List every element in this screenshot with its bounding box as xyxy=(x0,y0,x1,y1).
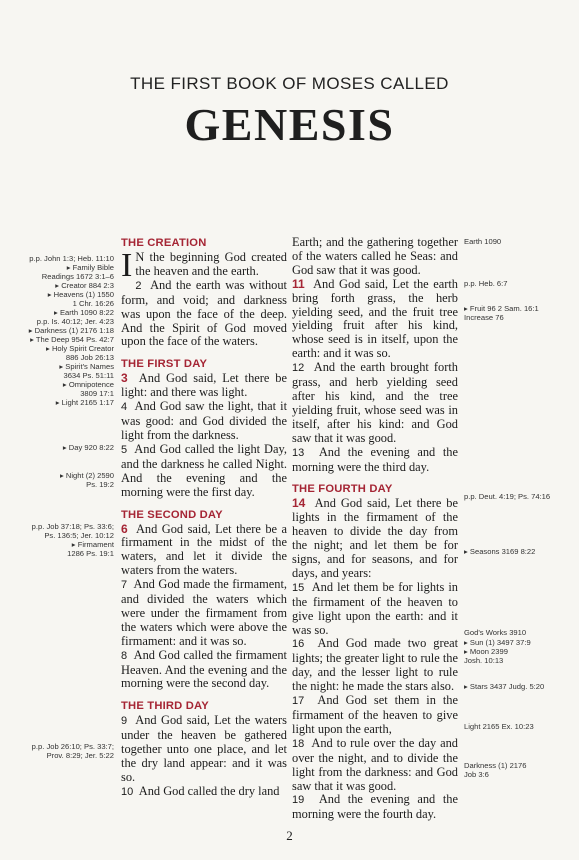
ref-left-26: Prov. 8:29; Jer. 5:22 xyxy=(46,751,114,760)
ref-left-18: ▸ Day 920 8:22 xyxy=(62,443,114,452)
verse-6-text: And God said, Let there be a firmament in the midst of the waters, and let it divide the waters from the waters. xyxy=(121,521,287,578)
verse-14 xyxy=(292,497,458,580)
verse-16 xyxy=(292,637,458,694)
page-number: 2 xyxy=(286,828,293,843)
verse-2-text: And the earth was without form, and void; and darkness was upon the face of the deep. And the Spirit of God moved upon the face of the waters. xyxy=(121,277,288,349)
verse-number: 4 xyxy=(121,401,128,414)
verse-2 xyxy=(121,279,287,350)
verse-number: 3 xyxy=(121,371,128,386)
heading-creation: THE CREATION xyxy=(121,237,207,249)
verse-number: 14 xyxy=(292,496,306,511)
verse-15 xyxy=(292,581,458,638)
ref-left-3: Readings 1672 3:1–6 xyxy=(41,272,114,281)
ref-right-2: p.p. Heb. 6:7 xyxy=(464,279,508,288)
ref-left-8: p.p. Is. 40:12; Jer. 4:23 xyxy=(36,317,114,326)
verse-14-text: And God said, Let there be lights in the firmament of the heaven to divide the day from the night; and let them be for signs, and for seasons, and for days, and years: xyxy=(292,496,458,580)
ref-right-10: Josh. 10:13 xyxy=(464,656,504,665)
ref-left-9: ▸ Darkness (1) 2176 1:18 xyxy=(28,326,114,335)
ref-right-7: God's Works 3910 xyxy=(464,628,527,637)
verse-number: 13 xyxy=(292,446,305,459)
verse-number: 11 xyxy=(292,276,305,291)
verse-13-text: And the evening and the morning were the third day. xyxy=(292,444,459,474)
verse-12 xyxy=(292,361,458,445)
text-column-left xyxy=(121,236,287,800)
verse-4-text: And God saw the light, that it was good: and God divided the light from the darkness. xyxy=(121,399,288,442)
verse-number: 7 xyxy=(121,579,128,592)
text-column-right xyxy=(292,236,458,822)
ref-right-14: Job 3:6 xyxy=(464,770,489,779)
ref-left-21: p.p. Job 37:18; Ps. 33:6; xyxy=(31,522,114,531)
verse-9 xyxy=(121,714,287,785)
verse-7-text: And God made the firmament, and divided the waters which were under the firmament from the waters which were above the firmament: and it was so. xyxy=(121,577,287,648)
verse-5-text: And God called the light Day, and the darkness he called Night. And the evening and the morning were the first day. xyxy=(121,441,287,499)
ref-left-10: ▸ The Deep 954 Ps. 42:7 xyxy=(30,335,114,344)
verse-18 xyxy=(292,737,458,794)
verse-19-text: And the evening and the morning were the fourth day. xyxy=(292,792,459,822)
verse-number: 19 xyxy=(292,794,305,807)
verse-17-text: And God set them in the firmament of the heaven to give light upon the earth, xyxy=(292,693,458,736)
verse-8-text: And God called the firmament Heaven. And the evening and the morning were the second day. xyxy=(121,647,287,691)
heading-second-day: THE SECOND DAY xyxy=(121,508,223,521)
ref-left-6: 1 Chr. 16:26 xyxy=(72,299,114,308)
heading-third-day: THE THIRD DAY xyxy=(121,700,209,713)
ref-left-5: ▸ Heavens (1) 1550 xyxy=(47,290,114,299)
verse-5 xyxy=(121,443,287,500)
ref-left-22: Ps. 136:5; Jer. 10:12 xyxy=(44,531,114,540)
ref-right-11: ▸ Stars 3437 Judg. 5:20 xyxy=(464,682,545,691)
verse-12-text: And the earth brought forth grass, and herb yielding seed after his kind, and the tree yielding fruit, whose seed was in itself, after his kind: and God saw that it was good. xyxy=(292,360,459,445)
verse-13 xyxy=(292,446,458,475)
ref-right-12: Light 2165 Ex. 10:23 xyxy=(464,722,534,731)
verse-number: 9 xyxy=(121,715,128,728)
verse-number: 15 xyxy=(292,581,305,594)
ref-left-24: 1286 Ps. 19:1 xyxy=(67,549,114,558)
ref-left-23: ▸ Firmament xyxy=(71,540,114,549)
ref-left-20: Ps. 19:2 xyxy=(86,480,114,489)
verse-10-text: And God called the dry land xyxy=(138,783,280,798)
ref-left-19: ▸ Night (2) 2590 xyxy=(59,471,114,480)
ref-left-16: 3809 17:1 xyxy=(80,389,114,398)
ref-left-1: p.p. John 1:3; Heb. 11:10 xyxy=(29,254,114,263)
verse-19 xyxy=(292,793,458,822)
book-title: GENESIS xyxy=(184,99,395,150)
verse-number: 6 xyxy=(121,521,128,536)
verse-1 xyxy=(121,247,287,284)
verse-8 xyxy=(121,649,287,692)
verse-number: 2 xyxy=(135,279,142,292)
verse-18-text: And to rule over the day and over the night, and to divide the light from the darkness: and God saw that it was good. xyxy=(292,735,459,793)
ref-left-11: ▸ Holy Spirit Creator xyxy=(46,344,114,353)
ref-left-4: ▸ Creator 884 2:3 xyxy=(55,281,114,290)
ref-right-1: Earth 1090 xyxy=(464,237,502,246)
ref-right-13: Darkness (1) 2176 xyxy=(464,761,527,770)
ref-right-3: ▸ Fruit 96 2 Sam. 16:1 xyxy=(464,304,539,313)
verse-3-text: And God said, Let there be light: and there was light. xyxy=(121,371,287,400)
heading-fourth-day: THE FOURTH DAY xyxy=(292,483,393,496)
ref-left-17: ▸ Light 2165 1:17 xyxy=(55,398,114,407)
verse-4 xyxy=(121,400,287,443)
verse-1-text: N the beginning God created the heaven and the earth. xyxy=(135,250,287,278)
ref-right-6: ▸ Seasons 3169 8:22 xyxy=(464,547,536,556)
verse-10-continued xyxy=(292,236,458,278)
ref-left-13: ▸ Spirit's Names xyxy=(59,362,114,371)
verse-number: 18 xyxy=(292,737,305,750)
ref-left-15: ▸ Omnipotence xyxy=(62,380,114,389)
verse-16-text: And God made two great lights; the greater light to rule the day, and the lesser light to rule the night: he made the stars also. xyxy=(292,636,459,694)
verse-15-text: And let them be for lights in the firmament of the heaven to give light upon the earth: and it was so. xyxy=(292,579,458,637)
verse-number: 12 xyxy=(292,362,305,375)
verse-7 xyxy=(121,578,287,649)
verse-number: 5 xyxy=(121,443,128,456)
ref-left-14: 3634 Ps. 51:11 xyxy=(63,371,114,380)
verse-number: 16 xyxy=(292,638,305,651)
ref-left-2: ▸ Family Bible xyxy=(66,263,114,272)
ref-right-8: ▸ Sun (1) 3497 37:9 xyxy=(464,638,531,647)
verse-number: 17 xyxy=(292,695,305,708)
ref-right-9: ▸ Moon 2399 xyxy=(464,647,508,656)
verse-9-text: And God said, Let the waters under the heaven be gathered together unto one place, and let the dry land appear: and it was so. xyxy=(121,713,287,784)
verse-number: 8 xyxy=(121,649,128,662)
heading-first-day: THE FIRST DAY xyxy=(121,358,208,371)
ref-left-25: p.p. Job 26:10; Ps. 33:7; xyxy=(31,742,114,751)
verse-number: 10 xyxy=(121,785,134,798)
ref-left-12: 886 Job 26:13 xyxy=(65,353,114,362)
book-subtitle: THE FIRST BOOK OF MOSES CALLED xyxy=(130,74,449,93)
verse-11-text: And God said, Let the earth bring forth grass, the herb yielding seed, and the fruit tree yielding fruit after his kind, whose seed is in itself, upon the earth: and it was so. xyxy=(292,276,458,361)
verse-10 xyxy=(121,785,287,800)
ref-left-7: ▸ Earth 1090 8:22 xyxy=(54,308,114,317)
drop-cap: I xyxy=(121,247,133,284)
ref-right-5: p.p. Deut. 4:19; Ps. 74:16 xyxy=(464,492,551,501)
ref-right-4: Increase 76 xyxy=(464,313,504,322)
verse-10-text-cont: Earth; and the gathering together of the waters called he Seas: and God saw that it was good. xyxy=(292,235,458,277)
verse-6 xyxy=(121,523,287,579)
verse-3 xyxy=(121,372,287,400)
verse-11 xyxy=(292,278,458,361)
verse-17 xyxy=(292,694,458,737)
